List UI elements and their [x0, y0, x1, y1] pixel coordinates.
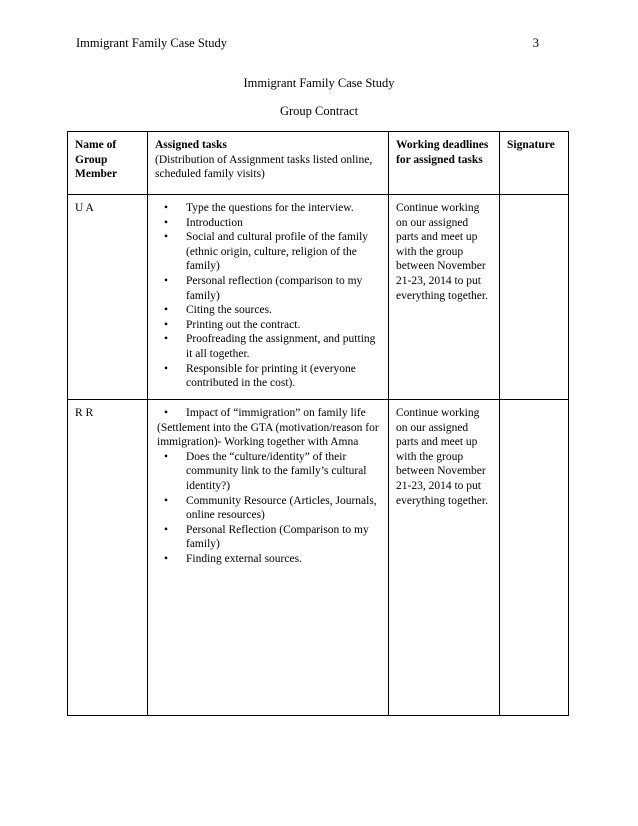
member-name: R R [75, 407, 94, 419]
deadline-cell [389, 195, 500, 400]
task-item: • Finding external sources. [186, 552, 381, 567]
deadline-text: Continue working on our assigned parts and meet up with the group between November 21-23, 2014 to put everything together. [396, 407, 488, 507]
header-tasks-title: Assigned tasks [155, 139, 227, 151]
task-list [155, 450, 381, 567]
task-item: • Personal reflection (comparison to my family) [186, 274, 381, 303]
signature-cell [500, 400, 569, 716]
document-subtitle: Group Contract [279, 104, 359, 118]
task-item: • Citing the sources. [186, 303, 381, 318]
header-tasks-note: (Distribution of Assignment tasks listed online, scheduled family visits) [155, 153, 373, 181]
running-head: Immigrant Family Case Study [76, 36, 228, 50]
deadline-text: Continue working on our assigned parts and meet up with the group between November 21-23, 2014 to put everything together. [396, 202, 488, 302]
group-contract-table [67, 131, 569, 716]
header-name-cell [68, 132, 148, 195]
table-header-row [68, 132, 569, 195]
header-name: Name of Group Member [75, 139, 118, 181]
table-row [68, 400, 569, 716]
member-name-cell [68, 195, 148, 400]
header-deadlines-cell [389, 132, 500, 195]
task-item: • Responsible for printing it (everyone contributed in the cost). [186, 362, 381, 391]
task-paragraph: (Settlement into the GTA (motivation/reason for immigration)- Working together with Amna [157, 421, 379, 449]
member-name: U A [75, 202, 94, 214]
member-name-cell [68, 400, 148, 716]
tasks-cell [148, 400, 389, 716]
page-number: 3 [532, 36, 539, 50]
task-item: • Type the questions for the interview. [186, 201, 381, 216]
signature-cell [500, 195, 569, 400]
task-item: • Printing out the contract. [186, 318, 381, 333]
tasks-cell [148, 195, 389, 400]
header-tasks-cell [148, 132, 389, 195]
task-item: • Proofreading the assignment, and putting it all together. [186, 332, 381, 361]
header-signature-cell [500, 132, 569, 195]
task-item: • Community Resource (Articles, Journals, online resources) [186, 494, 381, 523]
task-item: • Social and cultural profile of the family (ethnic origin, culture, religion of the family) [186, 230, 381, 274]
header-signature: Signature [507, 139, 555, 151]
header-deadlines: Working deadlines for assigned tasks [396, 139, 489, 166]
task-list [155, 201, 381, 391]
task-item: • Introduction [186, 216, 381, 231]
deadline-cell [389, 400, 500, 716]
task-list [155, 406, 381, 421]
document-title: Immigrant Family Case Study [243, 76, 395, 90]
task-item: • Impact of “immigration” on family life [186, 406, 381, 421]
task-item: • Does the “culture/identity” of their community link to the family’s cultural identity?) [186, 450, 381, 494]
table-row [68, 195, 569, 400]
task-item: • Personal Reflection (Comparison to my family) [186, 523, 381, 552]
